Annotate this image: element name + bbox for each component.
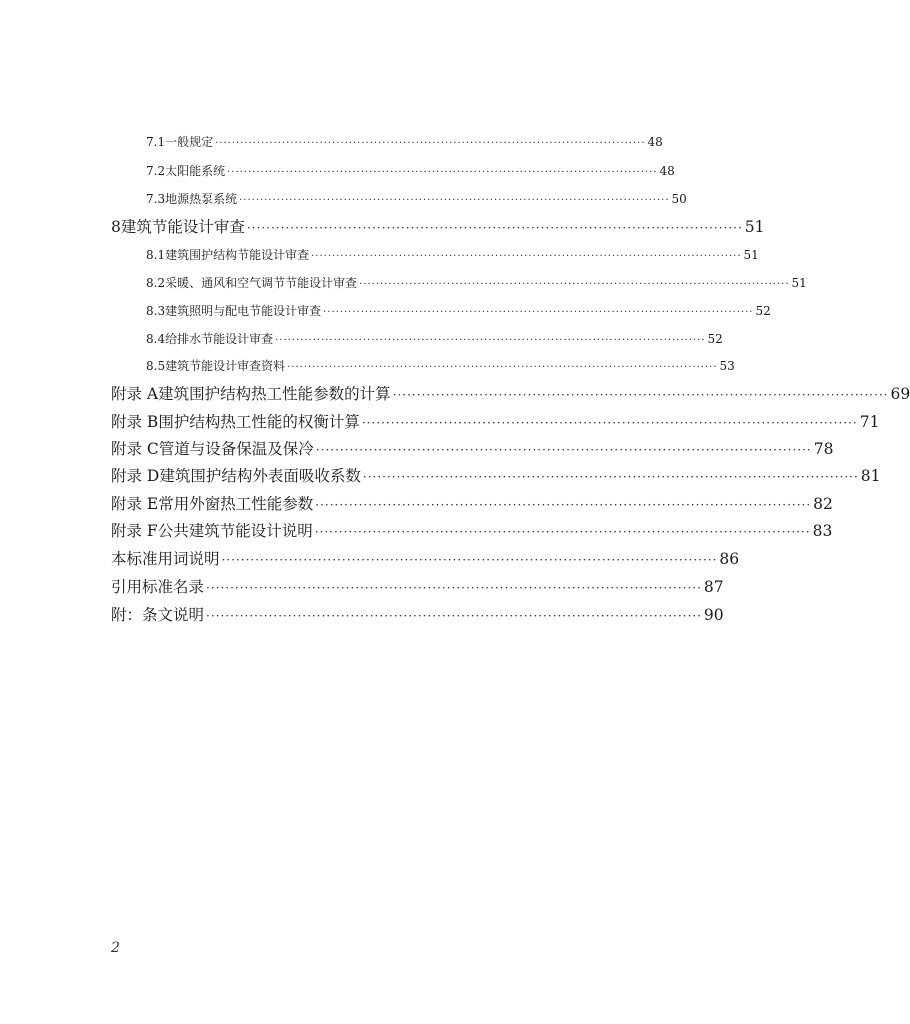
toc-entry[interactable] xyxy=(146,162,675,179)
page-number: 2 xyxy=(111,940,120,956)
toc-entry-title: 给排水节能设计审查 xyxy=(165,332,274,346)
toc-entry-number: 7.3 xyxy=(146,192,166,206)
toc-entry-title: 建筑围护结构外表面吸收系数 xyxy=(159,467,361,485)
toc-appendix-entry[interactable] xyxy=(111,410,880,432)
toc-leader-dots: ······································································································· xyxy=(275,335,706,346)
toc-entry-title: 建筑节能设计审查 xyxy=(120,218,245,236)
toc-entry-page: 48 xyxy=(659,164,675,178)
toc-leader-dots: ······································································································· xyxy=(314,525,811,539)
toc-entry-title: 管道与设备保温及保冷 xyxy=(158,440,314,458)
toc-entry-title: 建筑围护结构节能设计审查 xyxy=(165,248,310,262)
toc-entry-page: 90 xyxy=(703,606,724,624)
toc-entry-page: 69 xyxy=(890,385,910,403)
toc-entry-number: 附录 D xyxy=(111,467,160,485)
toc-entry-page: 52 xyxy=(707,332,723,346)
toc-appendix-entry[interactable] xyxy=(111,519,833,541)
toc-entry-number: 8 xyxy=(111,218,121,236)
toc-entry-number: 8.1 xyxy=(146,248,166,262)
toc-entry-number: 8.3 xyxy=(146,304,166,318)
toc-entry-title: 建筑围护结构热工性能参数的计算 xyxy=(158,385,391,403)
toc-entry-page: 78 xyxy=(813,440,834,458)
toc-appendix-entry[interactable] xyxy=(111,382,910,404)
toc-entry-title: 建筑节能设计审查资料 xyxy=(165,359,286,373)
toc-leader-dots: ······································································································· xyxy=(323,307,754,318)
toc-entry[interactable] xyxy=(146,246,759,263)
toc-entry-page: 83 xyxy=(812,522,833,540)
toc-entry-page: 81 xyxy=(860,467,881,485)
toc-leader-dots: ······································································································· xyxy=(246,221,743,235)
toc-entry-title: 一般规定 xyxy=(165,135,214,149)
toc-entry-title: 附：条文说明 xyxy=(111,606,205,624)
toc-entry-page: 87 xyxy=(703,578,724,596)
toc-leader-dots: ······································································································· xyxy=(287,362,718,373)
toc-entry[interactable] xyxy=(146,133,663,150)
toc-entry-page: 86 xyxy=(719,550,740,568)
toc-entry-page: 50 xyxy=(671,192,687,206)
toc-entry-title: 建筑照明与配电节能设计审查 xyxy=(165,304,322,318)
toc-leader-dots: ······································································································· xyxy=(315,443,812,457)
toc-entry-page: 51 xyxy=(791,276,807,290)
toc-entry-number: 附录 C xyxy=(111,440,159,458)
toc-entry-number: 附录 A xyxy=(111,385,159,403)
toc-entry-title: 本标准用词说明 xyxy=(111,550,220,568)
toc-entry-number: 7.2 xyxy=(146,164,166,178)
toc-entry-page: 51 xyxy=(743,248,759,262)
toc-entry-references[interactable] xyxy=(111,575,724,597)
toc-leader-dots: ······································································································· xyxy=(215,138,646,149)
toc-entry-page: 53 xyxy=(719,359,735,373)
toc-leader-dots: ······································································································· xyxy=(227,167,658,178)
toc-leader-dots: ······································································································· xyxy=(206,581,702,595)
toc-leader-dots: ······································································································· xyxy=(392,388,889,402)
toc-leader-dots: ······································································································· xyxy=(315,498,812,512)
toc-entry[interactable] xyxy=(146,357,735,374)
toc-leader-dots: ······································································································· xyxy=(311,251,742,262)
toc-entry-page: 71 xyxy=(859,413,880,431)
toc-leader-dots: ······································································································· xyxy=(362,470,859,484)
toc-appendix-entry[interactable] xyxy=(111,464,881,486)
toc-leader-dots: ······································································································· xyxy=(359,279,790,290)
toc-entry-page: 48 xyxy=(647,135,663,149)
toc-appendix-entry[interactable] xyxy=(111,492,833,514)
toc-entry-title: 围护结构热工性能的权衡计算 xyxy=(158,413,360,431)
toc-entry-title: 常用外窗热工性能参数 xyxy=(158,495,314,513)
toc-entry[interactable] xyxy=(146,330,723,347)
toc-entry[interactable] xyxy=(146,274,807,291)
toc-entry-number: 附录 B xyxy=(111,413,159,431)
toc-entry-title: 地源热泵系统 xyxy=(165,192,238,206)
toc-entry-number: 8.5 xyxy=(146,359,166,373)
toc-entry-commentary[interactable] xyxy=(111,603,724,625)
toc-entry-number: 7.1 xyxy=(146,135,166,149)
toc-entry[interactable] xyxy=(146,190,687,207)
toc-entry-number: 附录 E xyxy=(111,495,159,513)
toc-entry-title: 采暖、通风和空气调节节能设计审查 xyxy=(165,276,358,290)
toc-entry-number: 8.4 xyxy=(146,332,166,346)
toc-entry-page: 52 xyxy=(755,304,771,318)
toc-entry-title: 太阳能系统 xyxy=(165,164,226,178)
toc-entry-title: 公共建筑节能设计说明 xyxy=(157,522,313,540)
toc-entry[interactable] xyxy=(146,302,771,319)
toc-entry-page: 82 xyxy=(813,495,833,513)
toc-entry-word-usage[interactable] xyxy=(111,547,740,569)
toc-appendix-entry[interactable] xyxy=(111,437,834,459)
toc-leader-dots: ······································································································· xyxy=(221,553,718,567)
toc-leader-dots: ······································································································· xyxy=(361,416,858,430)
toc-entry-number: 附录 F xyxy=(111,522,158,540)
toc-entry-title: 引用标准名录 xyxy=(111,578,205,596)
toc-chapter-entry[interactable] xyxy=(111,215,765,237)
toc-leader-dots: ······································································································· xyxy=(239,195,670,206)
toc-leader-dots: ······································································································· xyxy=(206,609,702,623)
toc-entry-page: 51 xyxy=(744,218,765,236)
toc-entry-number: 8.2 xyxy=(146,276,166,290)
